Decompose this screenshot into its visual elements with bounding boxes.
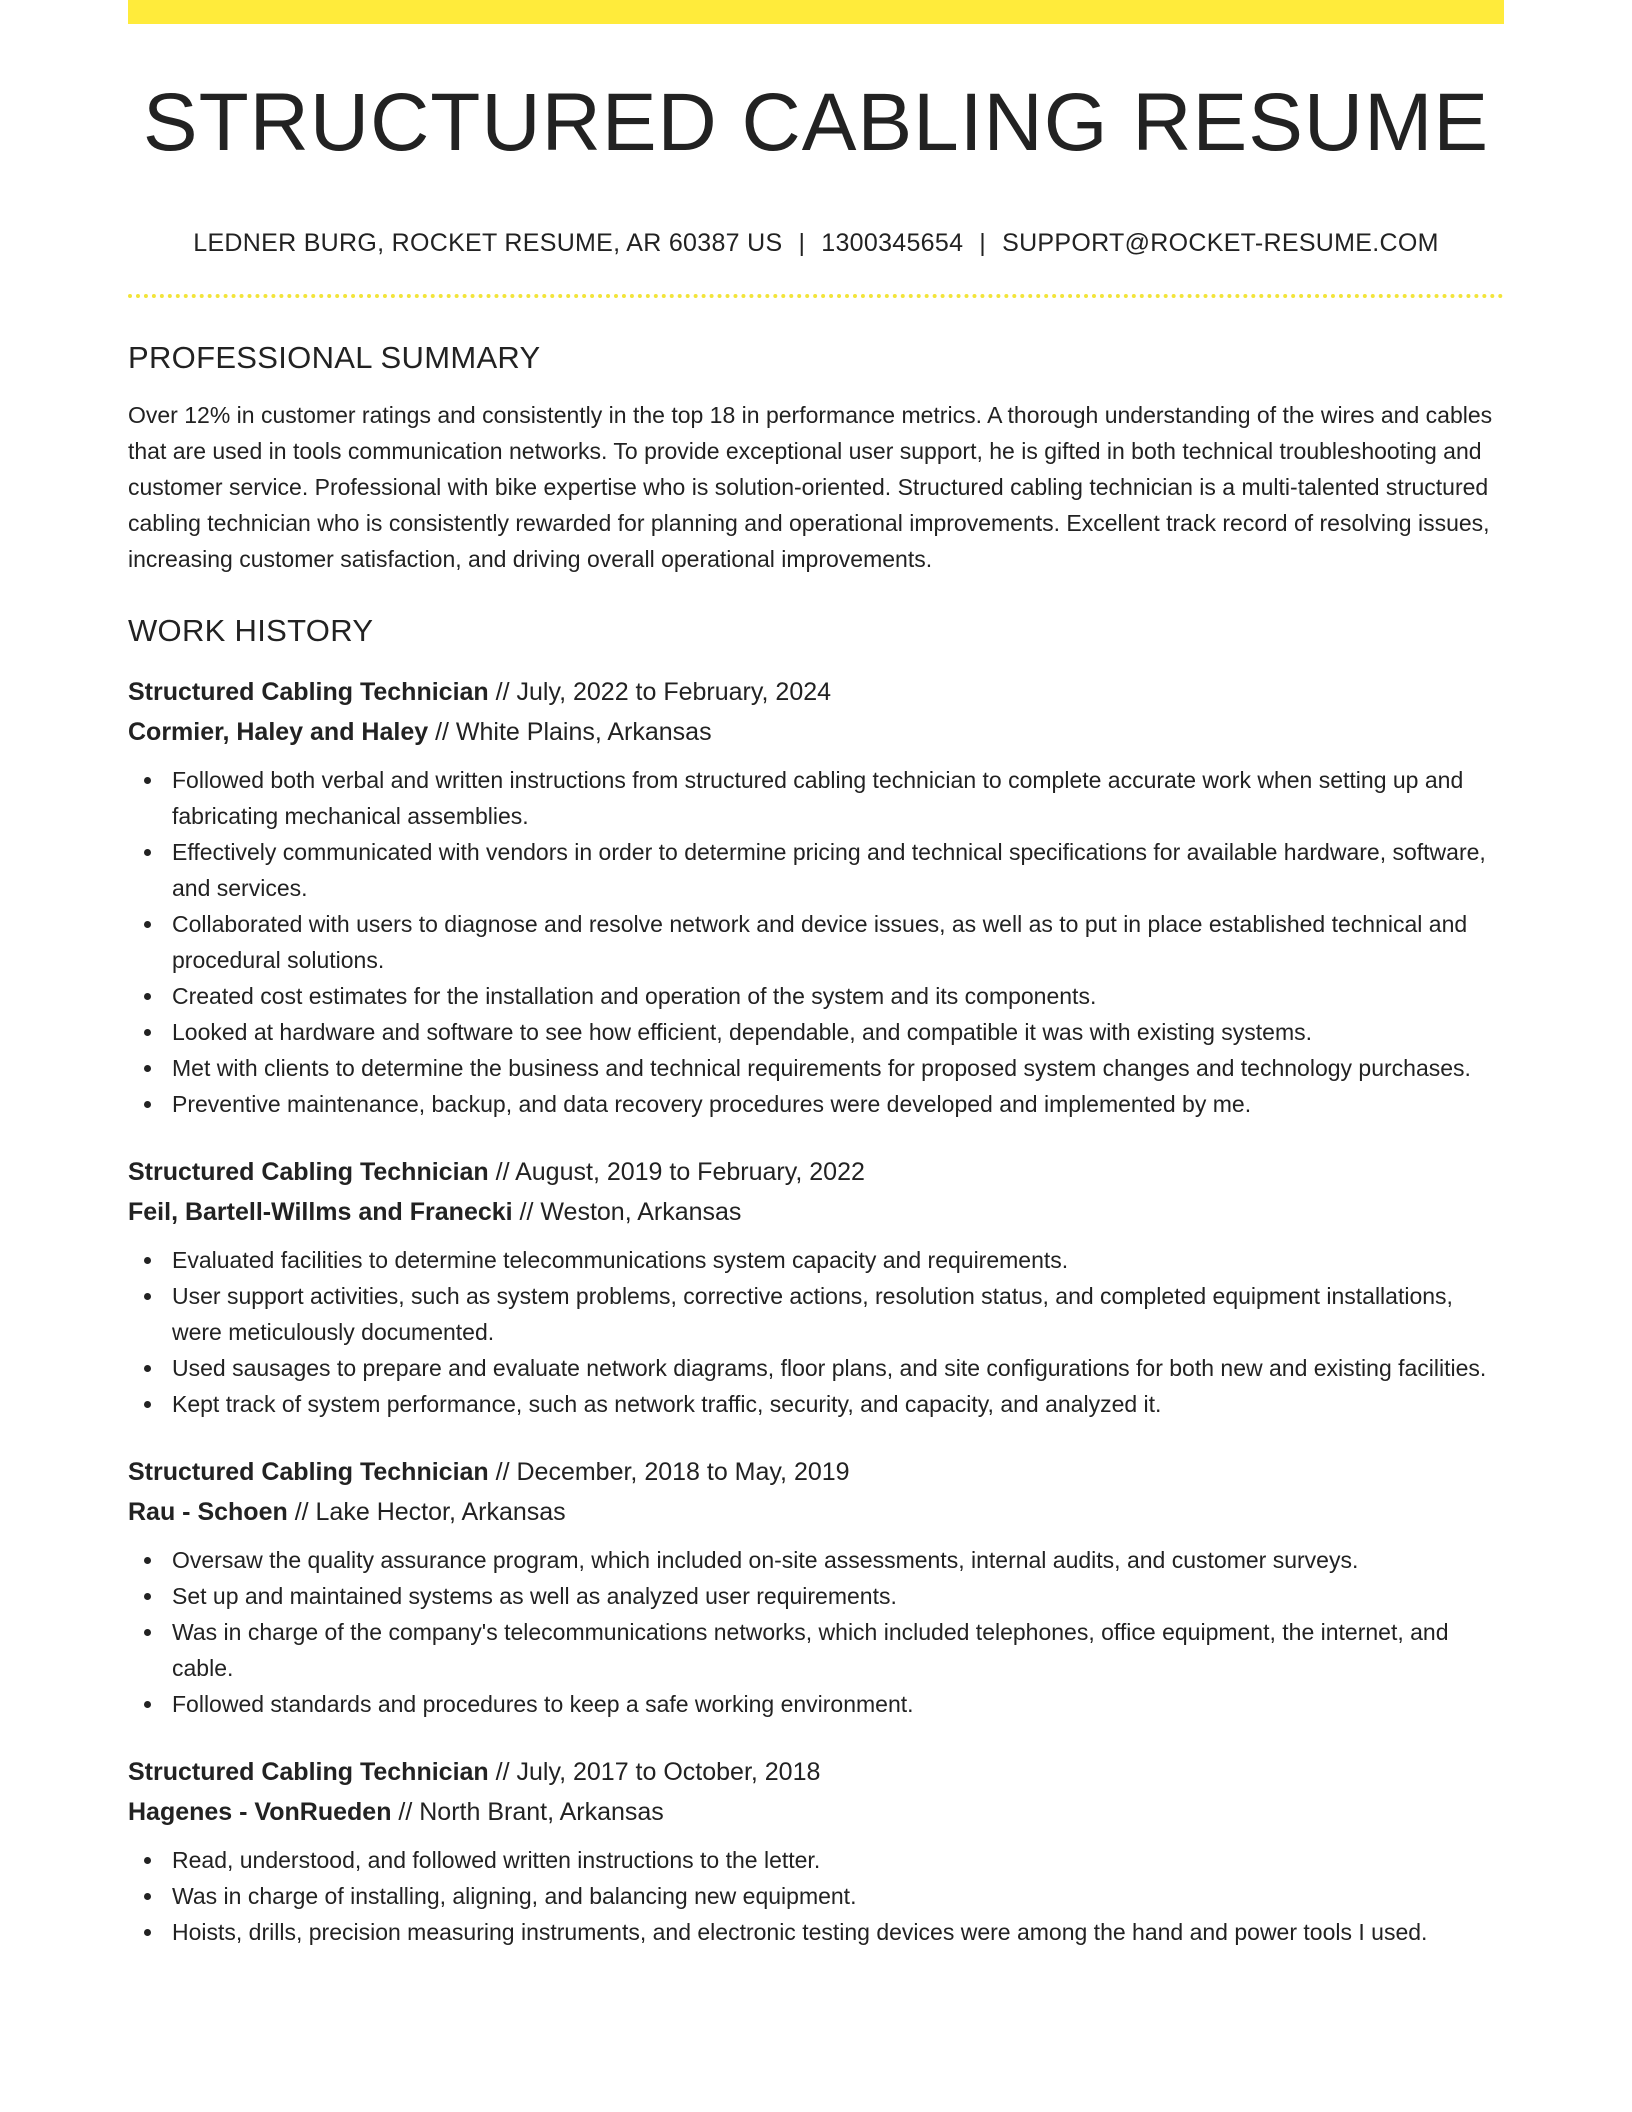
- job-bullet: [172, 834, 1504, 906]
- job-bullet: [172, 1050, 1504, 1086]
- resume-title: STRUCTURED CABLING RESUME: [142, 77, 1490, 168]
- job-dates: // August, 2019 to February, 2022: [488, 1158, 865, 1186]
- job-company-line: [128, 1792, 1504, 1832]
- bullet-icon: [144, 1701, 151, 1708]
- job-bullet: [172, 1914, 1504, 1950]
- bullet-text: Set up and maintained systems as well as analyzed user requirements.: [172, 1583, 897, 1609]
- bullet-icon: [144, 1029, 151, 1036]
- job-bullet: [172, 1014, 1504, 1050]
- bullet-text: Collaborated with users to diagnose and resolve network and device issues, as well as to put in place established technical and procedural solutions.: [172, 911, 1468, 973]
- job-company: Feil, Bartell-Willms and Franecki: [128, 1198, 513, 1226]
- bullet-icon: [144, 1557, 151, 1564]
- job-title-line: [128, 672, 1504, 712]
- job-company: Rau - Schoen: [128, 1498, 288, 1526]
- job-bullet: [172, 1242, 1504, 1278]
- bullet-text: Was in charge of installing, aligning, and balancing new equipment.: [172, 1883, 857, 1909]
- bullet-text: Followed standards and procedures to keep a safe working environment.: [172, 1691, 914, 1717]
- bullet-icon: [144, 993, 151, 1000]
- bullet-icon: [144, 1893, 151, 1900]
- job-company: Cormier, Haley and Haley: [128, 718, 429, 746]
- job-bullet: [172, 1278, 1504, 1350]
- bullet-icon: [144, 849, 151, 856]
- job-title-line: [128, 1452, 1504, 1492]
- contact-address: LEDNER BURG, ROCKET RESUME, AR 60387 US: [193, 229, 783, 257]
- bullet-icon: [144, 1065, 151, 1072]
- job-entry: [128, 672, 1504, 1122]
- job-bullets: [128, 1242, 1504, 1422]
- job-bullet: [172, 906, 1504, 978]
- job-company-line: [128, 1192, 1504, 1232]
- job-company: Hagenes - VonRueden: [128, 1798, 392, 1826]
- bullet-icon: [144, 1365, 151, 1372]
- job-bullet: [172, 1386, 1504, 1422]
- bullet-text: User support activities, such as system problems, corrective actions, resolution status, and completed equipment installations, were meticulously documented.: [172, 1283, 1453, 1345]
- bullet-icon: [144, 1929, 151, 1936]
- job-bullet: [172, 1842, 1504, 1878]
- bullet-text: Evaluated facilities to determine telecommunications system capacity and requirements.: [172, 1247, 1069, 1273]
- job-dates: // July, 2022 to February, 2024: [488, 678, 832, 706]
- job-bullet: [172, 1086, 1504, 1122]
- bullet-text: Hoists, drills, precision measuring instruments, and electronic testing devices were among the hand and power tools I used.: [172, 1919, 1428, 1945]
- contact-separator: |: [798, 229, 806, 257]
- bullet-text: Preventive maintenance, backup, and data recovery procedures were developed and implemented by me.: [172, 1091, 1252, 1117]
- job-bullet: [172, 762, 1504, 834]
- job-title-line: [128, 1152, 1504, 1192]
- job-location: // White Plains, Arkansas: [428, 718, 712, 746]
- bullet-text: Effectively communicated with vendors in order to determine pricing and technical specifications for available hardware, software, and services.: [172, 839, 1486, 901]
- job-title: Structured Cabling Technician: [128, 1758, 489, 1786]
- job-bullet: [172, 1542, 1504, 1578]
- job-bullets: [128, 762, 1504, 1122]
- bullet-text: Was in charge of the company's telecommunications networks, which included telephones, office equipment, the internet, and cable.: [172, 1619, 1449, 1681]
- bullet-text: Read, understood, and followed written instructions to the letter.: [172, 1847, 821, 1873]
- bullet-icon: [144, 1857, 151, 1864]
- bullet-icon: [144, 1593, 151, 1600]
- accent-bar: [128, 0, 1504, 24]
- job-company-line: [128, 712, 1504, 752]
- job-company-line: [128, 1492, 1504, 1532]
- bullet-icon: [144, 1293, 151, 1300]
- job-location: // Lake Hector, Arkansas: [287, 1498, 566, 1526]
- job-bullets: [128, 1542, 1504, 1722]
- bullet-text: Kept track of system performance, such as network traffic, security, and capacity, and analyzed it.: [172, 1391, 1162, 1417]
- bullet-icon: [144, 1629, 151, 1636]
- job-bullet: [172, 1614, 1504, 1686]
- contact-phone: 1300345654: [821, 229, 964, 257]
- job-dates: // July, 2017 to October, 2018: [488, 1758, 821, 1786]
- bullet-text: Followed both verbal and written instructions from structured cabling technician to complete accurate work when setting up and fabricating mechanical assemblies.: [172, 767, 1464, 829]
- summary-heading: PROFESSIONAL SUMMARY: [128, 340, 541, 375]
- bullet-icon: [144, 1401, 151, 1408]
- bullet-text: Looked at hardware and software to see how efficient, dependable, and compatible it was with existing systems.: [172, 1019, 1313, 1045]
- job-entry: [128, 1152, 1504, 1422]
- contact-email: SUPPORT@ROCKET-RESUME.COM: [1002, 229, 1439, 257]
- contact-line: [128, 228, 1504, 258]
- contact-separator: |: [979, 229, 987, 257]
- job-title: Structured Cabling Technician: [128, 1158, 489, 1186]
- job-title-line: [128, 1752, 1504, 1792]
- job-bullet: [172, 1686, 1504, 1722]
- job-dates: // December, 2018 to May, 2019: [488, 1458, 850, 1486]
- job-location: // North Brant, Arkansas: [391, 1798, 664, 1826]
- job-title: Structured Cabling Technician: [128, 1458, 489, 1486]
- job-entry: [128, 1752, 1504, 1950]
- summary-text: Over 12% in customer ratings and consistently in the top 18 in performance metrics. A thorough understanding of the wires and cables that are used in tools communication networks. To provide exceptional user support, he is gifted in both technical troubleshooting and customer service. Professional with bike expertise who is solution-oriented. Structured cabling technician is a multi-talented structured cabling technician who is consistently rewarded for planning and operational improvements. Excellent track record of resolving issues, increasing customer satisfaction, and driving overall operational improvements.: [128, 402, 1493, 572]
- job-bullets: [128, 1842, 1504, 1950]
- resume-page: [128, 0, 1504, 1950]
- job-bullet: [172, 1878, 1504, 1914]
- bullet-icon: [144, 777, 151, 784]
- job-entry: [128, 1452, 1504, 1722]
- job-title: Structured Cabling Technician: [128, 678, 489, 706]
- job-bullet: [172, 978, 1504, 1014]
- bullet-icon: [144, 921, 151, 928]
- job-location: // Weston, Arkansas: [512, 1198, 742, 1226]
- job-bullet: [172, 1578, 1504, 1614]
- work-history-heading: WORK HISTORY: [128, 613, 374, 648]
- bullet-text: Oversaw the quality assurance program, which included on-site assessments, internal audits, and customer surveys.: [172, 1547, 1359, 1573]
- dotted-divider: [128, 294, 1504, 298]
- bullet-text: Met with clients to determine the business and technical requirements for proposed system changes and technology purchases.: [172, 1055, 1471, 1081]
- bullet-text: Created cost estimates for the installation and operation of the system and its components.: [172, 983, 1097, 1009]
- bullet-icon: [144, 1257, 151, 1264]
- job-bullet: [172, 1350, 1504, 1386]
- bullet-text: Used sausages to prepare and evaluate network diagrams, floor plans, and site configurations for both new and existing facilities.: [172, 1355, 1487, 1381]
- bullet-icon: [144, 1101, 151, 1108]
